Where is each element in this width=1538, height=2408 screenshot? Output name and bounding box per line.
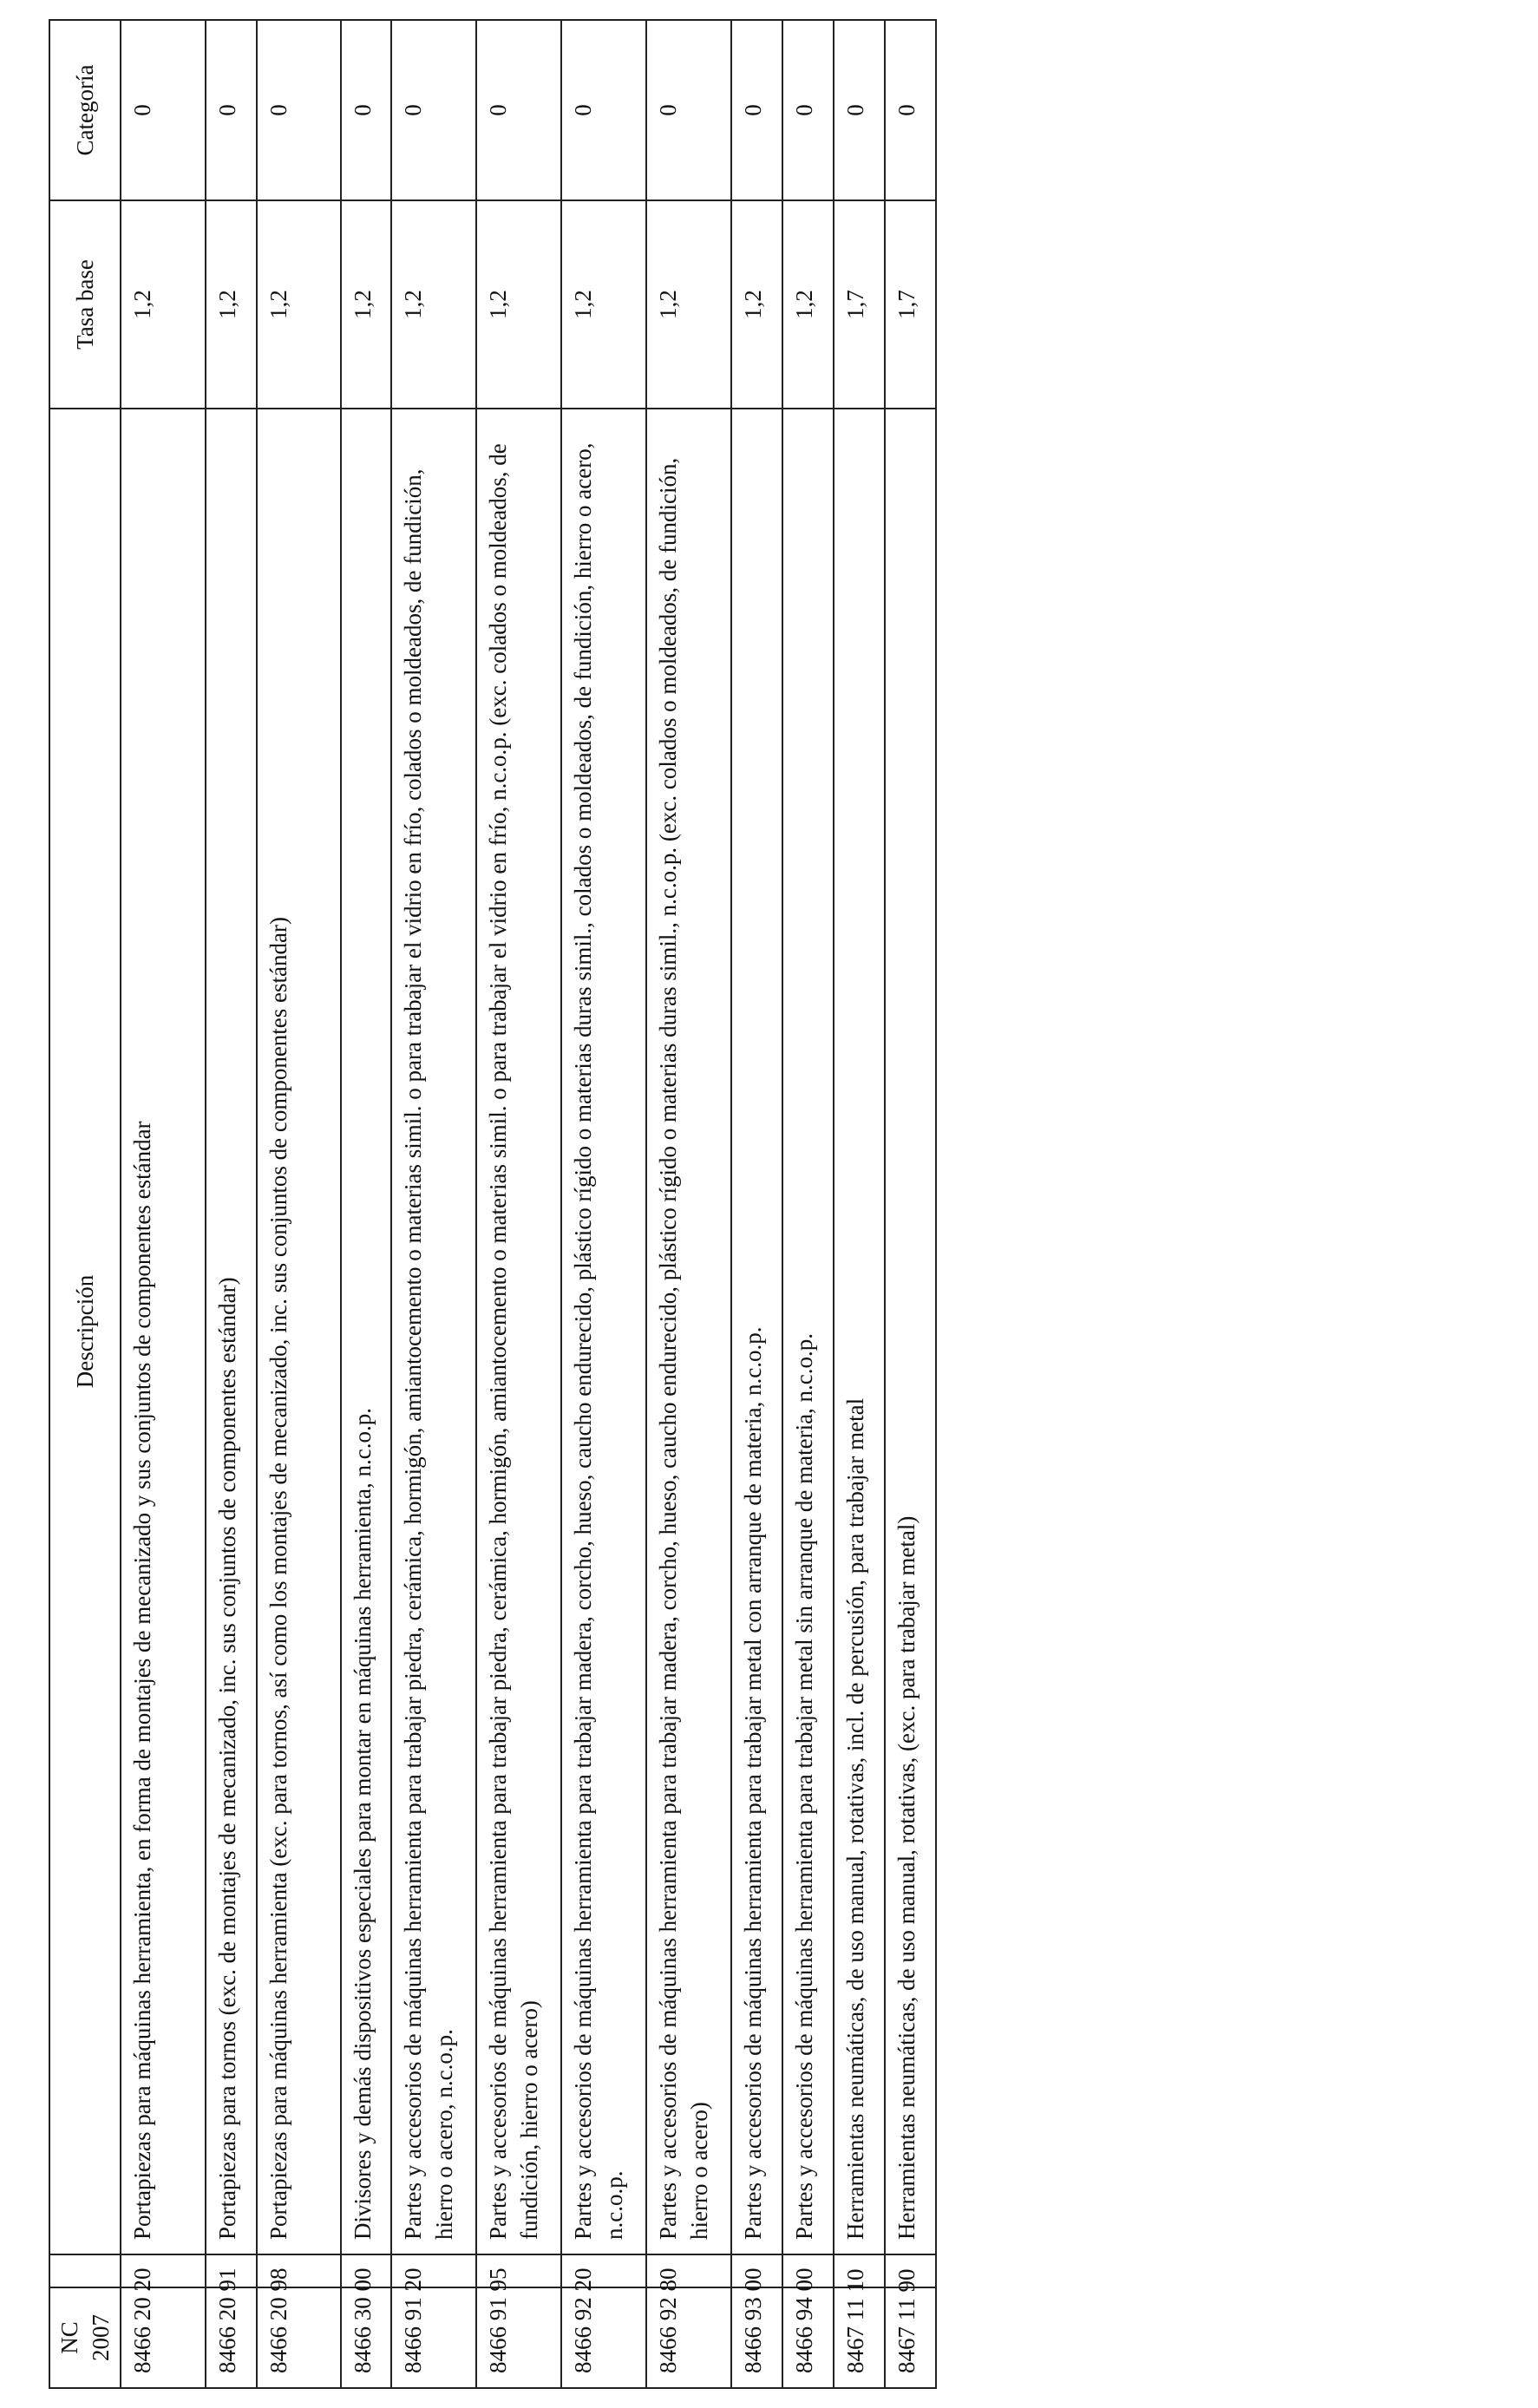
row-description: Divisores y demás dispositivos especiales para montar en máquinas herramienta, n.c.o.p. xyxy=(341,409,391,2254)
row-code: 8466 91 20 xyxy=(391,2287,476,2388)
row-category: 0 xyxy=(206,20,257,200)
row-code: 8466 92 80 xyxy=(646,2287,731,2388)
row-description: Partes y accesorios de máquinas herramienta para trabajar madera, corcho, hueso, caucho endurecido, plástico rígido o materias duras simil., n.c.o.p. (exc. colados o moldeados, de fundición, hierro o acero) xyxy=(646,409,731,2254)
table-row xyxy=(561,20,646,2388)
row-rate: 1,7 xyxy=(834,200,885,409)
row-rate: 1,2 xyxy=(121,200,206,409)
row-rate: 1,2 xyxy=(476,200,561,409)
row-description: Partes y accesorios de máquinas herramienta para trabajar piedra, cerámica, hormigón, amiantocemento o materias simil. o para trabajar el vidrio en frío, n.c.o.p. (exc. colados o moldeados, de fundición, hierro o acero) xyxy=(476,409,561,2254)
row-category: 0 xyxy=(782,20,834,200)
row-rate: 1,2 xyxy=(391,200,476,409)
row-description: Partes y accesorios de máquinas herramienta para trabajar metal sin arranque de materia, n.c.o.p. xyxy=(782,409,834,2254)
row-code: 8466 93 00 xyxy=(731,2287,782,2388)
row-code: 8466 20 98 xyxy=(257,2287,341,2388)
row-rate: 1,2 xyxy=(206,200,257,409)
table-row xyxy=(731,20,782,2388)
row-code: 8466 20 20 xyxy=(121,2287,206,2388)
tariff-table xyxy=(49,19,937,2389)
row-rate: 1,7 xyxy=(885,200,936,409)
table-row xyxy=(206,20,257,2388)
row-description: Herramientas neumáticas, de uso manual, rotativas, incl. de percusión, para trabajar metal xyxy=(834,409,885,2254)
header-category: Categoría xyxy=(49,20,121,200)
row-rate: 1,2 xyxy=(731,200,782,409)
row-description: Herramientas neumáticas, de uso manual, rotativas, (exc. para trabajar metal) xyxy=(885,409,936,2254)
header-rate: Tasa base xyxy=(49,200,121,409)
row-description: Partes y accesorios de máquinas herramienta para trabajar madera, corcho, hueso, caucho endurecido, plástico rígido o materias duras simil., colados o moldeados, de fundición, hierro o acero, n.c.o.p. xyxy=(561,409,646,2254)
row-description: Partes y accesorios de máquinas herramienta para trabajar metal con arranque de materia, n.c.o.p. xyxy=(731,409,782,2254)
row-rate: 1,2 xyxy=(561,200,646,409)
row-description: Portapiezas para tornos (exc. de montajes de mecanizado, inc. sus conjuntos de componentes estándar) xyxy=(206,409,257,2254)
table-row xyxy=(782,20,834,2388)
row-rate: 1,2 xyxy=(646,200,731,409)
row-category: 0 xyxy=(257,20,341,200)
row-category: 0 xyxy=(341,20,391,200)
row-rate: 1,2 xyxy=(257,200,341,409)
table-row xyxy=(476,20,561,2388)
row-code: 8466 20 91 xyxy=(206,2287,257,2388)
row-category: 0 xyxy=(646,20,731,200)
table-row xyxy=(257,20,341,2388)
rotated-page xyxy=(49,21,1029,2389)
table-row xyxy=(391,20,476,2388)
row-description: Portapiezas para máquinas herramienta (exc. para tornos, así como los montajes de mecanizado, inc. sus conjuntos de componentes estándar) xyxy=(257,409,341,2254)
table-row xyxy=(121,20,206,2388)
row-code: 8467 11 10 xyxy=(834,2287,885,2388)
header-row xyxy=(49,20,121,2388)
header-code: NC 2007 xyxy=(49,2287,121,2388)
table-row xyxy=(341,20,391,2388)
row-category: 0 xyxy=(121,20,206,200)
table-row xyxy=(885,20,936,2388)
header-spacer xyxy=(49,2254,121,2287)
row-category: 0 xyxy=(391,20,476,200)
row-code: 8466 92 20 xyxy=(561,2287,646,2388)
row-code: 8466 91 95 xyxy=(476,2287,561,2388)
row-rate: 1,2 xyxy=(341,200,391,409)
row-rate: 1,2 xyxy=(782,200,834,409)
row-description: Portapiezas para máquinas herramienta, en forma de montajes de mecanizado y sus conjuntos de componentes estándar xyxy=(121,409,206,2254)
row-category: 0 xyxy=(834,20,885,200)
row-description: Partes y accesorios de máquinas herramienta para trabajar piedra, cerámica, hormigón, amiantocemento o materias simil. o para trabajar el vidrio en frío, colados o moldeados, de fundición, hierro o acero, n.c.o.p. xyxy=(391,409,476,2254)
table-row xyxy=(834,20,885,2388)
row-category: 0 xyxy=(885,20,936,200)
row-code: 8466 94 00 xyxy=(782,2287,834,2388)
row-category: 0 xyxy=(731,20,782,200)
header-description: Descripción xyxy=(49,409,121,2254)
row-category: 0 xyxy=(561,20,646,200)
row-category: 0 xyxy=(476,20,561,200)
table-row xyxy=(646,20,731,2388)
row-code: 8466 30 00 xyxy=(341,2287,391,2388)
row-code: 8467 11 90 xyxy=(885,2287,936,2388)
